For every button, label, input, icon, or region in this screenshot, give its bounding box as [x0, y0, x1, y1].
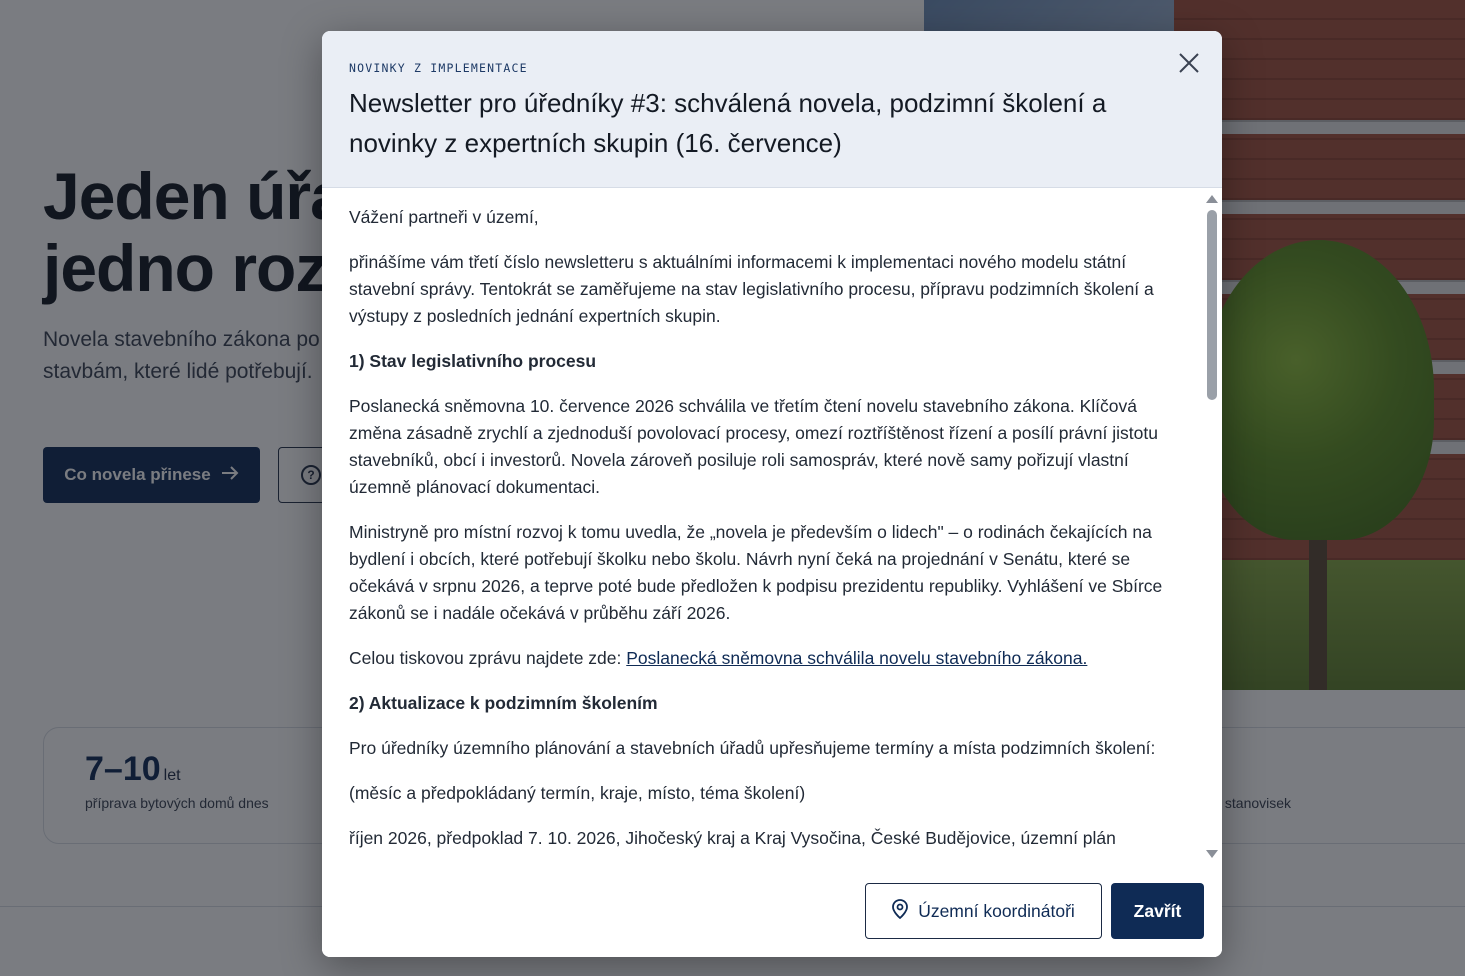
regional-coordinators-button[interactable] [865, 883, 1102, 939]
greeting: Vážení partneři v území, [349, 207, 539, 227]
minister-paragraph: Ministryně pro místní rozvoj k tomu uvedla, že „novela je především o lidech" – o rodinách čekajících na bydlení i obcích, které potřebují školku nebo školu. Návrh nyní čeká na projednání v Senátu, které se očekává v srpnu 2026, a teprve poté bude předložen k podpisu prezidentu republiky. Vyhlášení ve Sbírce zákonů se i nadále očekává v průběhu září 2026. [349, 522, 1163, 623]
close-button[interactable]: Zavřít [1111, 883, 1204, 939]
regional-coordinators-label: Územní koordinátoři [918, 900, 1075, 921]
modal-eyebrow: NOVINKY Z IMPLEMENTACE [349, 61, 528, 75]
scroll-down-arrow-icon[interactable] [1206, 850, 1218, 858]
trainings-paragraph: Pro úředníky územního plánování a stavebních úřadů upřesňujeme termíny a místa podzimních školení: [349, 738, 1156, 758]
press-release-link[interactable]: Poslanecká sněmovna schválila novelu stavebního zákona. [626, 648, 1088, 668]
legislative-paragraph: Poslanecká sněmovna 10. července 2026 schválila ve třetím čtení novelu stavebního zákona. Klíčová změna zásadně zrychlí a zjednoduší povolovací procesy, omezí roztříštěnost řízení a posílí právní jistotu stavebníků, obcí i investorů. Novela zároveň posiluje roli samospráv, které nově samy pořizují vlastní územně plánovací dokumentaci. [349, 396, 1158, 497]
press-release-prefix: Celou tiskovou zprávu najdete zde: [349, 648, 627, 668]
newsletter-modal [322, 31, 1222, 957]
intro-paragraph: přinášíme vám třetí číslo newsletteru s aktuálními informacemi k implementaci nového modelu státní stavební správy. Tentokrát se zaměřujeme na stav legislativního procesu, přípravu podzimních školení a výstupy z posledních jednání expertních skupin. [349, 252, 1154, 326]
map-pin-icon [892, 899, 908, 924]
press-release-paragraph [349, 645, 1179, 672]
modal-body[interactable] [322, 189, 1222, 865]
section-heading-legislative: 1) Stav legislativního procesu [349, 351, 597, 371]
scroll-up-arrow-icon[interactable] [1206, 195, 1218, 203]
scrollbar[interactable] [1202, 193, 1220, 863]
modal-footer [322, 865, 1222, 957]
close-icon[interactable] [1174, 48, 1204, 78]
modal-title: Newsletter pro úředníky #3: schválená novela, podzimní školení a novinky z expertních skupin (16. července) [349, 88, 1107, 158]
newsletter-content [349, 204, 1179, 865]
trainings-legend: (měsíc a předpokládaný termín, kraje, místo, téma školení) [349, 783, 806, 803]
modal-header [322, 31, 1222, 188]
section-heading-trainings: 2) Aktualizace k podzimním školením [349, 693, 658, 713]
training-item: říjen 2026, předpoklad 7. 10. 2026, Jihočeský kraj a Kraj Vysočina, České Budějovice, územní plán [349, 828, 1116, 848]
scrollbar-thumb[interactable] [1207, 210, 1217, 400]
